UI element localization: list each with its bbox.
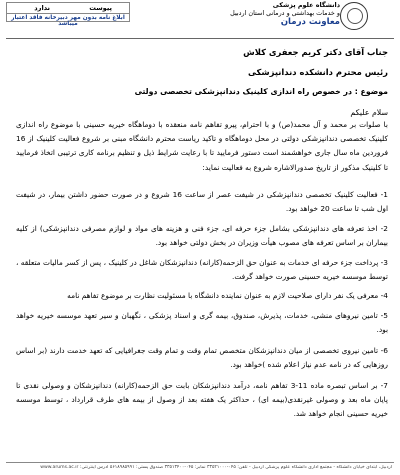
letterhead [0,0,400,40]
clause-5: 5- تامین نیروهای منشی، خدمات، پذیرش، صندوق، بیمه گری و اسناد پزشکی ، نگهبان و سیر تعهد موسسه خیریه خواهد بود. [16,311,388,335]
recipient-title: رئیس محترم دانشکده دندانپزشکی [248,67,388,77]
addressee: جناب آقای دکتر کریم جعفری کلاش [243,47,388,57]
header-divider [6,38,394,39]
annex-label: پیوست [89,4,112,12]
intro-paragraph: با صلوات بر محمد و آل محمد(ص) و با احترام، پیرو تفاهم نامه منعقده با دوماهگاه خیریه حسینی با موضوع راه اندازی کلینیک تخصصی دندانپزشکی دولتی در محل دوماهگاه و تاکید ریاست محترم دانشگاه مبنی بر شروع فعالیت کلینیک از 16 فروردین ماه سال جاری خواهشمند است دستور فرمایید تا با رعایت شرایط ذیل و تنظیم برنامه کاری ترتیبی اتخاذ فرمایید تا کلینیک مذکور از تاریخ صدورالاشاره شروع به فعالیت نماید: [16,120,388,172]
footer-divider [6,462,394,463]
clause-1: 1- فعالیت کلینیک تخصصی دندانپزشکی در شیفت عصر از ساعت 16 شروع و در صورت حضور داشتن بیمار، در شیفت اول شب تا ساعت 20 خواهد بود. [16,190,388,214]
university-block [190,2,340,27]
annex-divider [6,13,130,14]
clause-4: 4- معرفی یک نفر دارای صلاحیت لازم به عنوان نماینده دانشگاه با مسئولیت نظارت بر موضوع تفاهم نامه [67,291,388,300]
department-name: معاونت درمان [280,17,340,28]
clause-7: 7- بر اساس تبصره ماده 11-3 تفاهم نامه، درآمد دندانپزشکان بابت حق الزحمه(کارانه) دندانپزشکان و وصولی نقدی تا پایان ماه بعد و وصولی غیرنقدی(بیمه ای) ، حداکثر یک هفته بعد از وصول از بیمه های طرف قرارداد ، توسط موسسه خیریه حسینی انجام خواهد شد. [16,381,388,419]
priority-note: ابلاغ نامه بدون مهر دبیرخانه فاقد اعتبار میباشد [11,15,125,27]
letter-subject: موضوع : در خصوص راه اندازی کلینیک دندانپزشکی تخصصی دولتی [134,87,388,96]
clause-2: 2- اخذ تعرفه های دندانپزشکی بشامل جزء حرفه ای، جزء فنی و هزینه های مواد و لوازم مصرفی دندانپزشکی) از کلیه بیماران بر اساس تعرفه های مصوب هیأت وزیران در بخش دولتی خواهد بود. [16,224,388,248]
annex-value: ندارد [34,4,50,12]
university-name: دانشگاه علوم پزشکی [272,1,340,9]
university-logo-icon [340,2,368,30]
university-services: و خدمات بهداشتی و درمانی استان اردبیل [230,8,340,17]
footer-address: اردبیل، ابتدای خیابان دانشگاه - مجتمع اداری دانشگاه علوم پزشکی اردبیل - تلفن: ۰۴۵-۳۳۵۲۱۰۰۰ نمابر: ۰۴۵-۳۳۵۱۳۴۰۰ صندوق پستی: ۵۶۱۸۹۸۵۹۹۱ آدرس اینترنتی: www.arums.ac.ir [40,465,392,470]
clause-3: 3- پرداخت جزء حرفه ای خدمات به عنوان حق الزحمه(کارانه) دندانپزشکان شاغل در کلینیک ، پس از کسر مالیات متعلقه ، توسط موسسه خیریه حسینی صورت خواهد گرفت. [16,258,388,282]
greeting: سلام علیکم [350,108,388,117]
clause-6: 6- تامین نیروی تخصصی از میان دندانپزشکان متخصص تمام وقت و تمام وقت جغرافیایی که تعهد خدمت دارند (بر اساس روزهایی که در نامه عدم نیاز اعلام شده )خواهد بود. [16,346,388,370]
